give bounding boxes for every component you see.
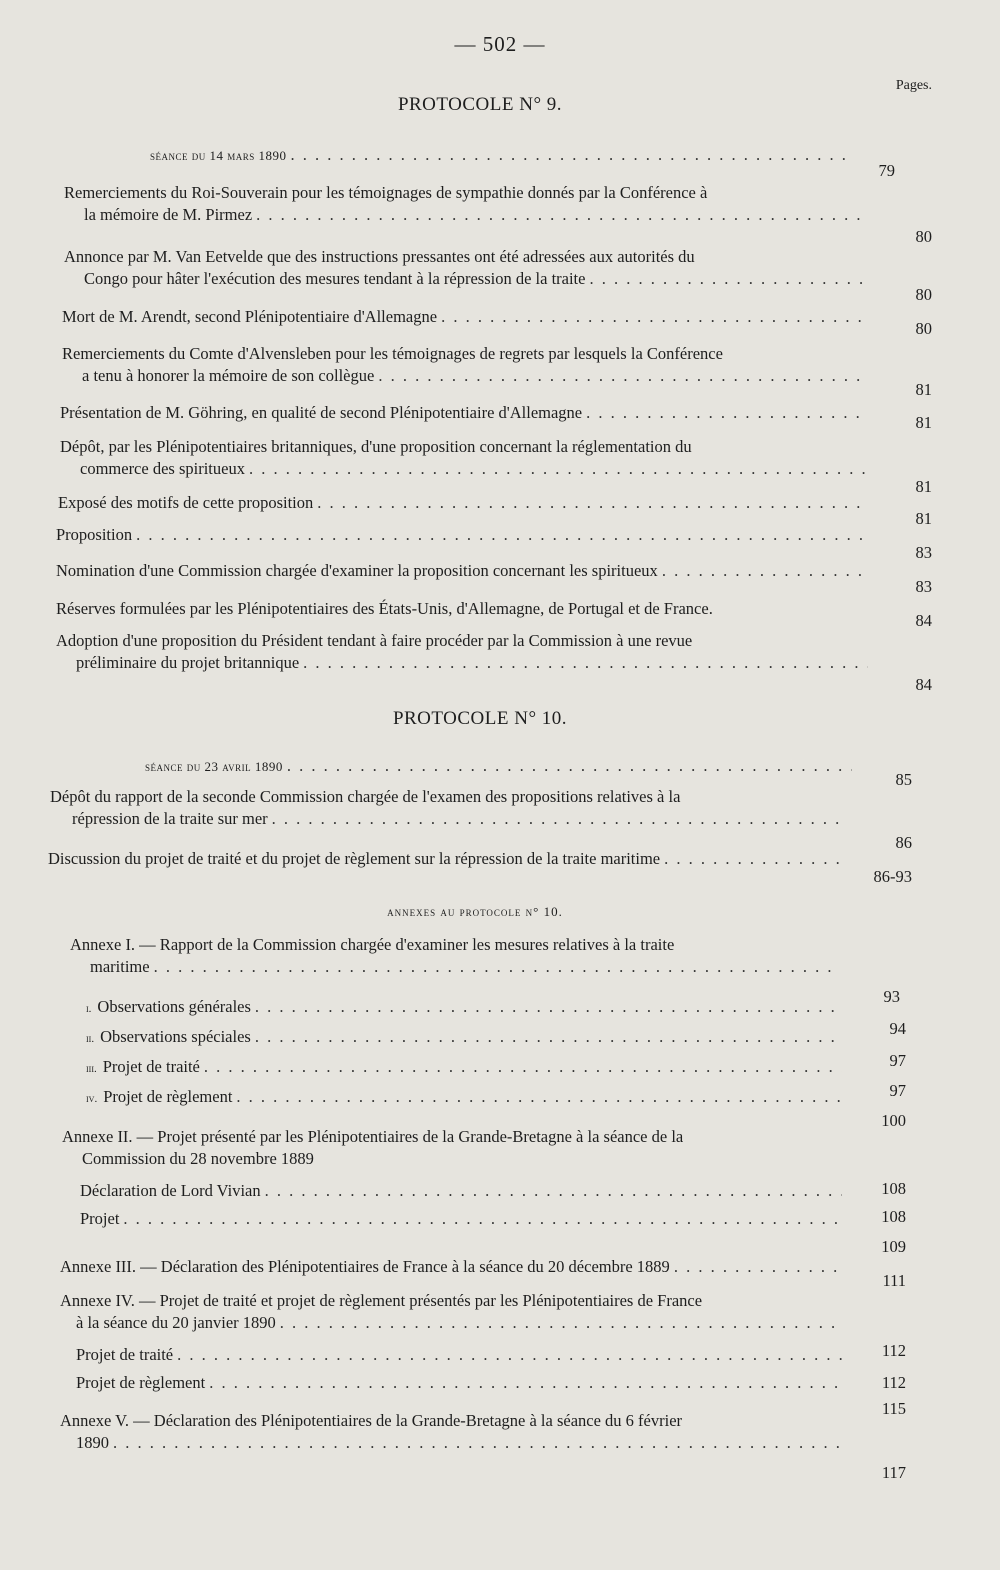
toc-entry: Nomination d'une Commission chargée d'examiner la proposition concernant les spiritueux . . . 83 xyxy=(56,560,932,582)
toc-entry: Réserves formulées par les Plénipotentiaires des États-Unis, d'Allemagne, de Portugal et de France. 84 xyxy=(56,599,932,630)
annex-subentry: Projet de traité . . . 112 xyxy=(76,1344,906,1366)
entry-page: 117 xyxy=(881,1463,906,1482)
session-page: 85 xyxy=(895,770,912,789)
toc-entry: Proposition . . . 83 xyxy=(56,524,932,546)
toc-entry: Discussion du projet de traité et du projet de règlement sur la répression de la traite maritime . . . 86-93 xyxy=(48,848,912,870)
entry-page: 111 xyxy=(882,1271,906,1290)
session-page: 79 xyxy=(878,161,895,180)
annex-entry: Annexe IV. — Projet de traité et projet de règlement présentés par les Plénipotentiaires de France à la séance du 20 janvier 1890 . . . 112 xyxy=(60,1290,906,1334)
protocol-9-title: PROTOCOLE N° 9. xyxy=(397,94,563,115)
protocol-10-title: PROTOCOLE N° 10. xyxy=(392,708,568,729)
entry-page: 81 xyxy=(915,380,932,399)
protocol-10-session xyxy=(145,755,912,789)
entry-page: 81 xyxy=(915,413,932,432)
toc-entry: Dépôt du rapport de la seconde Commission chargée de l'examen des propositions relatives à la répression de la traite sur mer . . . 86 xyxy=(50,786,912,830)
entry-page: 100 xyxy=(881,1111,906,1130)
annex-subentry: iii. Projet de traité . . . 97 xyxy=(86,1056,906,1080)
annex-subentry: Déclaration de Lord Vivian . . . 108 xyxy=(80,1180,906,1202)
entry-page: 97 xyxy=(889,1081,906,1100)
protocol-9-session xyxy=(150,144,895,180)
entry-page: 83 xyxy=(915,543,932,562)
entry-page: 108 xyxy=(881,1207,906,1226)
entry-page: 84 xyxy=(915,675,932,694)
entry-page: 94 xyxy=(889,1019,906,1038)
annex-subentry: Projet de règlement . . . 115 xyxy=(76,1372,906,1394)
toc-entry: Adoption d'une proposition du Président tendant à faire procéder par la Commission à une revue préliminaire du projet britannique . . . 84 xyxy=(56,630,932,674)
toc-entry: Présentation de M. Göhring, en qualité de second Plénipotentiaire d'Allemagne . . . 81 xyxy=(60,402,932,424)
annexes-heading: annexes au protocole n° 10. xyxy=(387,904,563,919)
entry-page: 80 xyxy=(915,319,932,338)
annex-subentry: ii. Observations spéciales . . . 97 xyxy=(86,1026,906,1050)
annex-subentry: i. Observations générales . . . 94 xyxy=(86,996,906,1020)
session-label: séance du 23 avril 1890 xyxy=(145,759,283,774)
annex-subentry: iv. Projet de règlement . . . 100 xyxy=(86,1086,906,1110)
entry-page: 84 xyxy=(915,611,932,630)
entry-page: 115 xyxy=(881,1399,906,1418)
entry-page: 80 xyxy=(915,285,932,304)
entry-page: 112 xyxy=(881,1373,906,1392)
annex-entry: Annexe III. — Déclaration des Plénipotentiaires de France à la séance du 20 décembre 1889 . . . 111 xyxy=(60,1256,906,1278)
pages-column-label: Pages. xyxy=(895,78,932,93)
toc-entry: Dépôt, par les Plénipotentiaires britanniques, d'une proposition concernant la réglementation du commerce des spiritueux . . . 81 xyxy=(60,436,932,480)
entry-page: 86 xyxy=(895,833,912,852)
entry-page: 80 xyxy=(915,227,932,246)
entry-page: 81 xyxy=(915,509,932,528)
toc-entry: Remerciements du Comte d'Alvensleben pour les témoignages de regrets par lesquels la Conférence a tenu à honorer la mémoire de son collègue . . . 81 xyxy=(62,343,932,387)
annex-entry: Annexe II. — Projet présenté par les Plénipotentiaires de la Grande-Bretagne à la séance de la Commission du 28 novembre 1889 108 xyxy=(62,1127,906,1198)
entry-page: 83 xyxy=(915,577,932,596)
toc-entry: Remerciements du Roi-Souverain pour les témoignages de sympathie donnés par la Conférence à la mémoire de M. Pirmez . . . 80 xyxy=(64,182,932,226)
toc-entry: Exposé des motifs de cette proposition . . . 81 xyxy=(58,492,932,514)
toc-entry: Mort de M. Arendt, second Plénipotentiaire d'Allemagne . . . 80 xyxy=(62,306,932,328)
entry-page: 86-93 xyxy=(873,867,912,886)
entry-page: 109 xyxy=(881,1237,906,1256)
entry-page: 81 xyxy=(915,477,932,496)
entry-page: 93 xyxy=(883,987,900,1006)
annex-entry: Annexe I. — Rapport de la Commission chargée d'examiner les mesures relatives à la traite maritime . . . 93 xyxy=(70,934,900,978)
toc-entry: Annonce par M. Van Eetvelde que des instructions pressantes ont été adressées aux autorités du Congo pour hâter l'exécution des mesures tendant à la répression de la traite . . . 80 xyxy=(64,246,932,290)
entry-page: 97 xyxy=(889,1051,906,1070)
session-label: séance du 14 mars 1890 xyxy=(150,148,287,163)
annex-entry: Annexe V. — Déclaration des Plénipotentiaires de la Grande-Bretagne à la séance du 6 février 1890 . . . 117 xyxy=(60,1410,906,1454)
annex-subentry: Projet . . . 109 xyxy=(80,1208,906,1230)
page-number: — 502 — xyxy=(454,32,546,56)
entry-page: 108 xyxy=(881,1179,906,1198)
entry-page: 112 xyxy=(881,1341,906,1360)
